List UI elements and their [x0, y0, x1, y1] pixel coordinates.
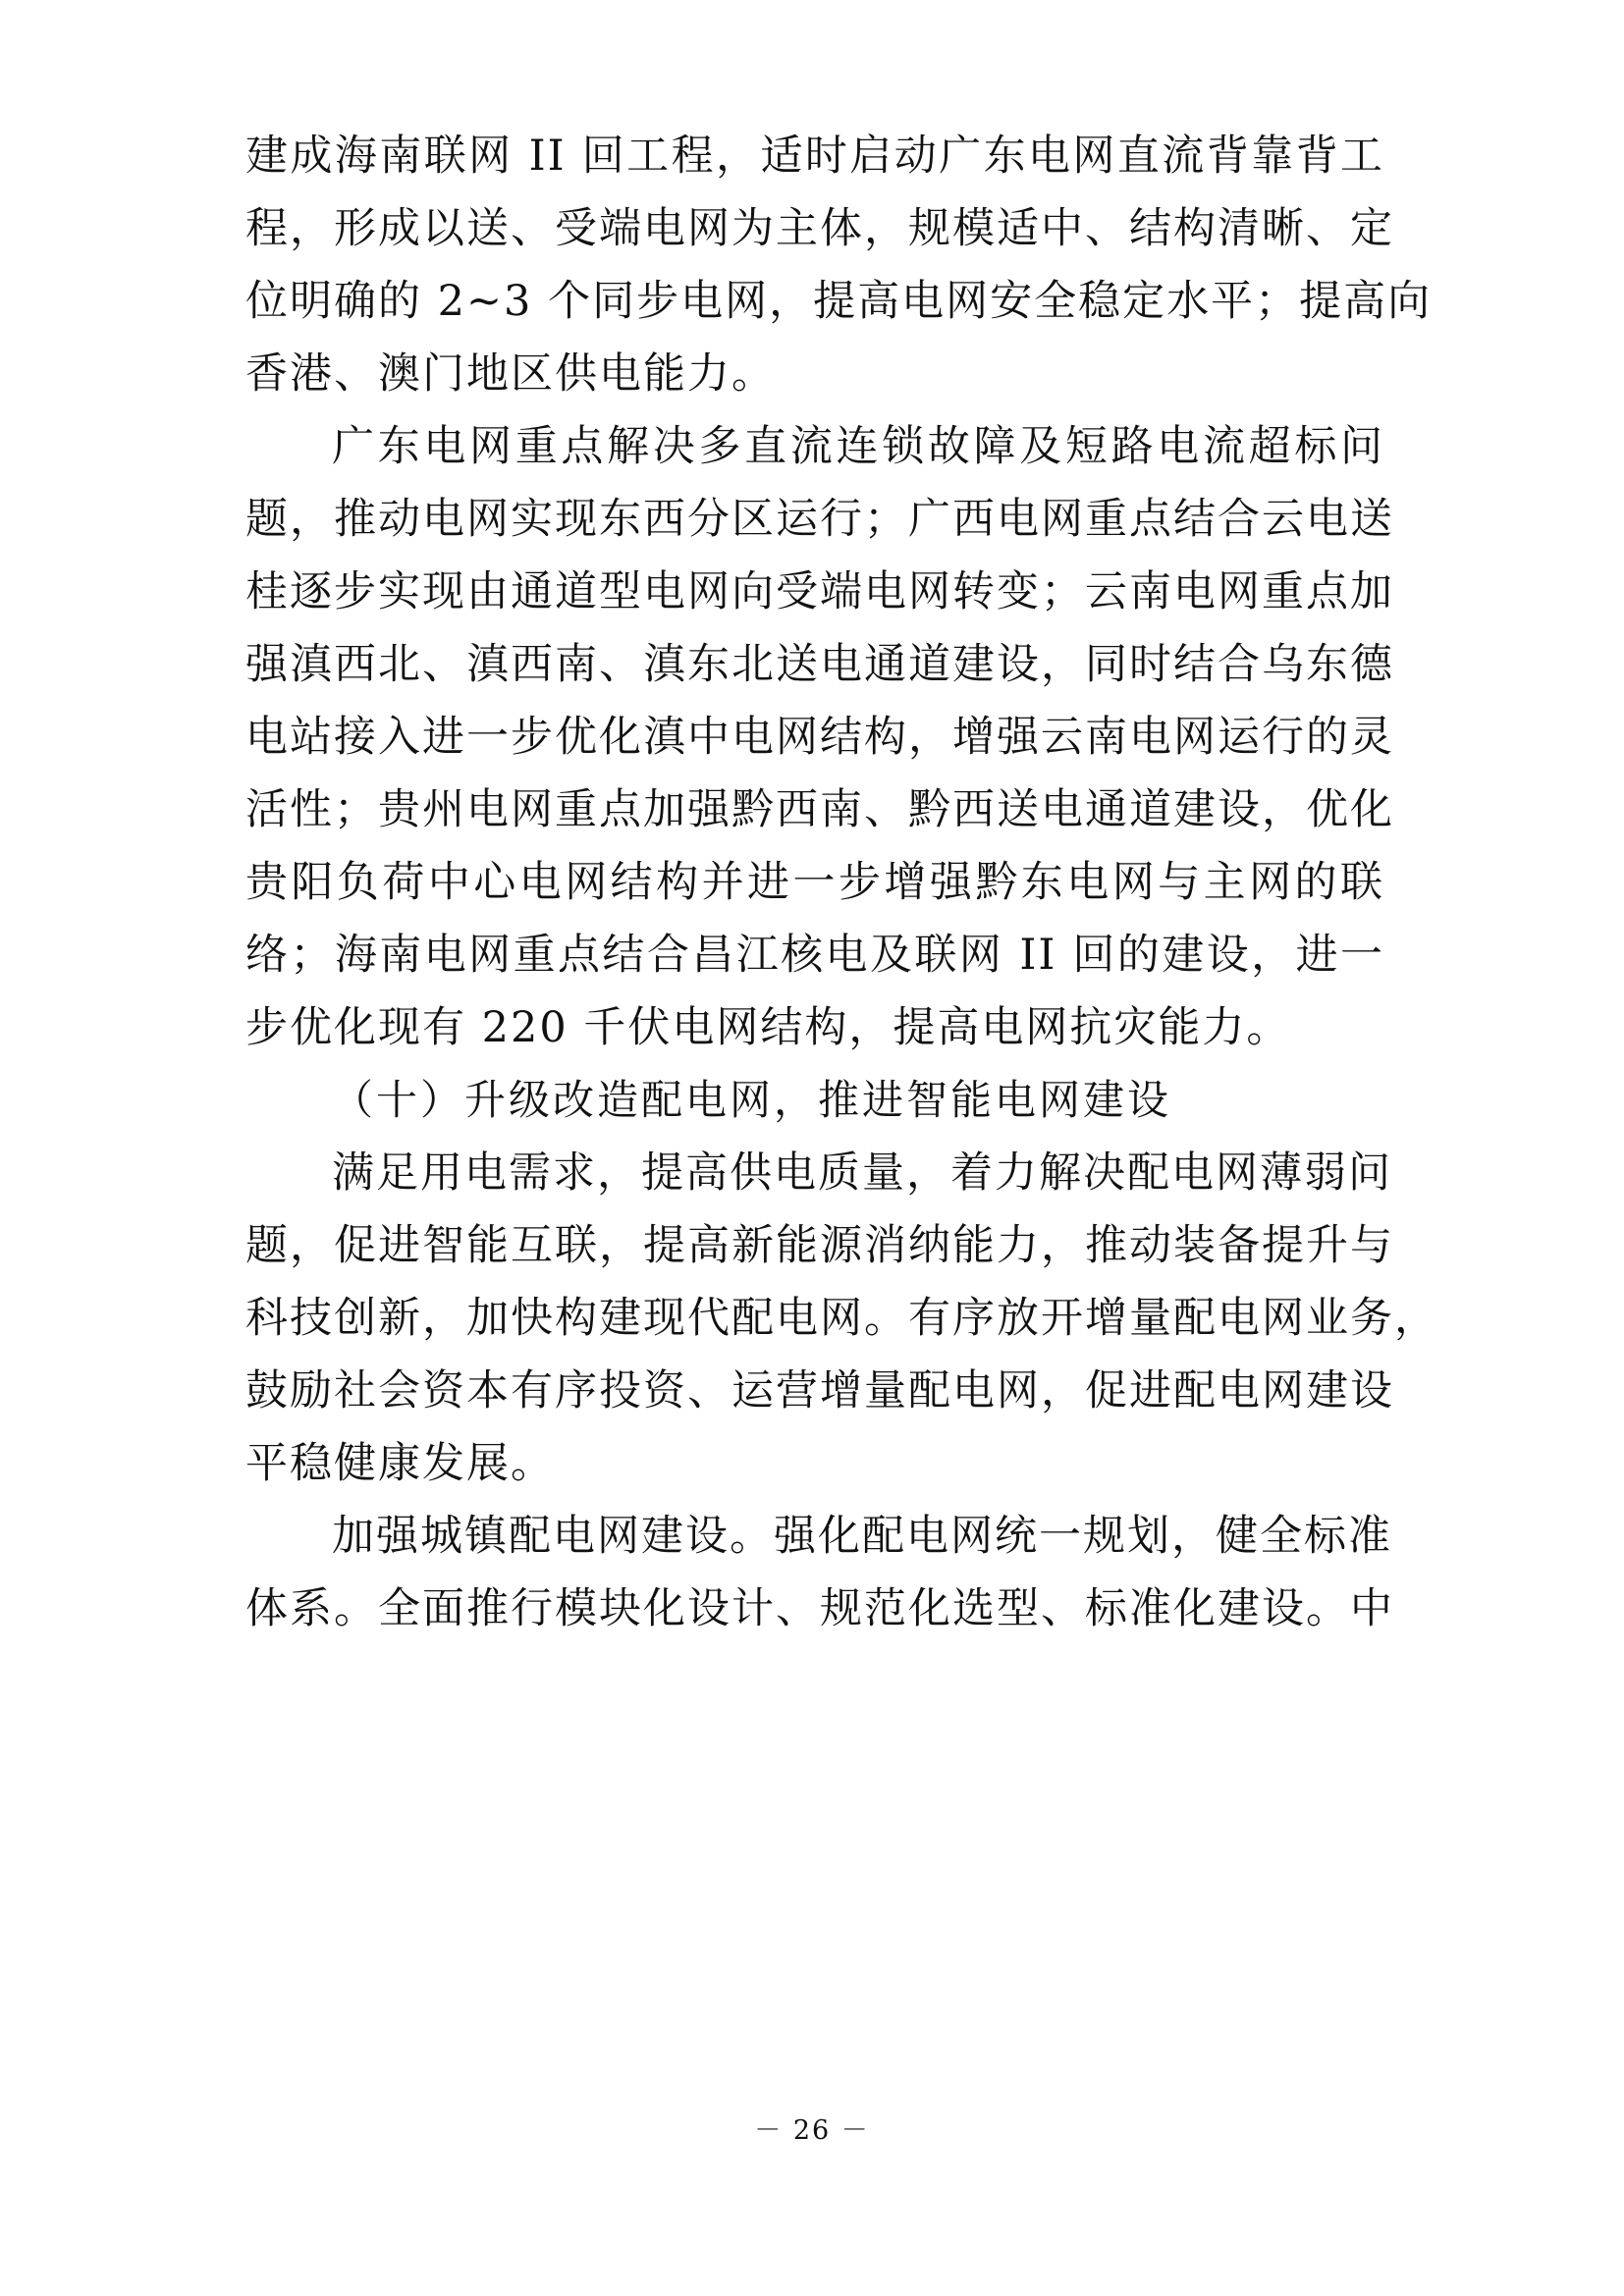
text-line: 桂逐步实现由通道型电网向受端电网转变；云南电网重点加: [245, 567, 1394, 616]
page-number: － 26 －: [754, 2115, 870, 2146]
text-line: 强滇西北、滇西南、滇东北送电通道建设，同时结合乌东德: [245, 640, 1394, 689]
text-line: 体系。全面推行模块化设计、规范化选型、标准化建设。中: [245, 1584, 1394, 1633]
text-line: 电站接入进一步优化滇中电网结构，增强云南电网运行的灵: [245, 713, 1394, 762]
paragraph-first-line: 加强城镇配电网建设。强化配电网统一规划，健全标准: [332, 1512, 1392, 1561]
text-line: 贵阳负荷中心电网结构并进一步增强黔东电网与主网的联: [245, 858, 1384, 907]
text-line: 步优化现有 220 千伏电网结构，提高电网抗灾能力。: [245, 1003, 1291, 1052]
paragraph-first-line: 满足用电需求，提高供电质量，着力解决配电网薄弱问: [332, 1148, 1392, 1198]
text-line: 平稳健康发展。: [245, 1439, 555, 1488]
text-line: 位明确的 2~3 个同步电网，提高电网安全稳定水平；提高向: [245, 277, 1433, 326]
text-line: 题，推动电网实现东西分区运行；广西电网重点结合云电送: [245, 495, 1394, 544]
text-line: 科技创新，加快构建现代配电网。有序放开增量配电网业务，: [245, 1294, 1438, 1343]
text-line: 程，形成以送、受端电网为主体，规模适中、结构清晰、定: [245, 204, 1394, 253]
text-line: 建成海南联网 II 回工程，适时启动广东电网直流背靠背工: [245, 132, 1384, 181]
section-heading: （十）升级改造配电网，推进智能电网建设: [332, 1076, 1172, 1124]
text-line: 鼓励社会资本有序投资、运营增量配电网，促进配电网建设: [245, 1366, 1394, 1415]
paragraph-first-line: 广东电网重点解决多直流连锁故障及短路电流超标问: [332, 422, 1384, 471]
text-line: 络；海南电网重点结合昌江核电及联网 II 回的建设，进一: [245, 931, 1384, 980]
text-line: 题，促进智能互联，提高新能源消纳能力，推动装备提升与: [245, 1221, 1394, 1270]
text-line: 香港、澳门地区供电能力。: [245, 349, 776, 399]
text-line: 活性；贵州电网重点加强黔西南、黔西送电通道建设，优化: [245, 785, 1394, 834]
